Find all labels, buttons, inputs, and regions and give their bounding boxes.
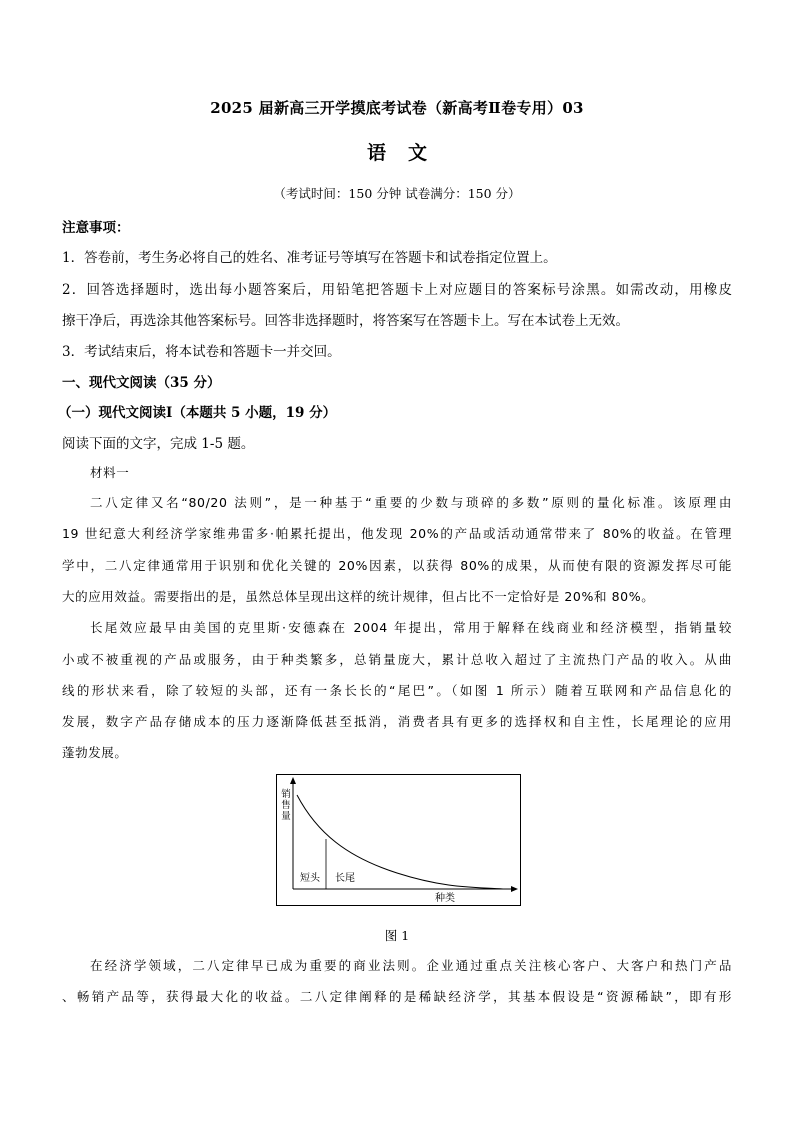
paragraph-line: 线的形状来看，除了较短的头部，还有一条长长的“尾巴”。（如图 1 所示）随着互联网和产品信息化的	[62, 683, 732, 698]
y-axis-arrow	[290, 777, 296, 784]
subsection-heading: （一）现代文阅读Ⅰ（本题共 5 小题，19 分）	[58, 405, 337, 421]
y-axis-label-char: 售	[281, 800, 291, 811]
exam-title: 2025 届新高三开学摸底考试卷（新高考Ⅱ卷专用）03	[210, 99, 584, 117]
figure-caption: 图 1	[384, 928, 410, 943]
paragraph-line: 二八定律又名“80/20 法则”，是一种基于“重要的少数与琐碎的多数”原则的量化标准。该原理由	[90, 495, 732, 510]
tail-label: 长尾	[335, 873, 355, 884]
x-axis-arrow	[511, 886, 518, 892]
notice-item: 2．回答选择题时，选出每小题答案后，用铅笔把答题卡上对应题目的答案标号涂黑。如需改动，用橡皮	[62, 282, 732, 298]
paragraph-line: 大的应用效益。需要指出的是，虽然总体呈现出这样的统计规律，但占比不一定恰好是 20%和 80%。	[62, 589, 655, 604]
paragraph-line: 长尾效应最早由美国的克里斯·安德森在 2004 年提出，常用于解释在线商业和经济模型，指销量较	[90, 620, 732, 635]
y-axis-label-char: 销	[281, 789, 291, 800]
long-tail-curve	[297, 795, 503, 889]
notice-item: 擦干净后，再选涂其他答案标号。回答非选择题时，将答案写在答题卡上。写在本试卷上无效。	[62, 313, 629, 329]
long-tail-figure	[276, 774, 521, 906]
notice-heading: 注意事项：	[62, 220, 130, 236]
material-label: 材料一	[90, 465, 130, 480]
subject-title: 语文	[366, 142, 449, 164]
exam-info: （考试时间：150 分钟 试卷满分：150 分）	[273, 186, 521, 201]
paragraph-line: 在经济学领域，二八定律早已成为重要的商业法则。企业通过重点关注核心客户、大客户和热门产品	[90, 958, 732, 973]
paragraph-line: 、畅销产品等，获得最大化的收益。二八定律阐释的是稀缺经济学，其基本假设是“资源稀缺”，即有形	[62, 989, 732, 1004]
notice-item: 1．答卷前，考生务必将自己的姓名、准考证号等填写在答题卡和试卷指定位置上。	[62, 250, 557, 266]
paragraph-line: 19 世纪意大利经济学家维弗雷多·帕累托提出，他发现 20%的产品或活动通常带来了 80%的收益。在管理	[62, 526, 732, 541]
x-axis-label: 种类	[435, 893, 455, 904]
paragraph-line: 蓬勃发展。	[62, 745, 128, 760]
y-axis-label-char: 量	[281, 811, 291, 822]
section-heading: 一、现代文阅读（35 分）	[62, 375, 221, 391]
long-tail-chart	[277, 775, 522, 907]
paragraph-line: 小或不被重视的产品或服务，由于种类繁多，总销量庞大，累计总收入超过了主流热门产品的收入。从曲	[62, 652, 732, 667]
head-label: 短头	[300, 873, 320, 884]
paragraph-line: 学中，二八定律通常用于识别和优化关键的 20%因素，以获得 80%的成果，从而使有限的资源发挥尽可能	[62, 558, 732, 573]
paragraph-line: 发展，数字产品存储成本的压力逐渐降低甚至抵消，消费者具有更多的选择权和自主性，长尾理论的应用	[62, 714, 732, 729]
instruction: 阅读下面的文字，完成 1-5 题。	[62, 436, 255, 452]
notice-item: 3．考试结束后，将本试卷和答题卡一并交回。	[62, 344, 341, 360]
